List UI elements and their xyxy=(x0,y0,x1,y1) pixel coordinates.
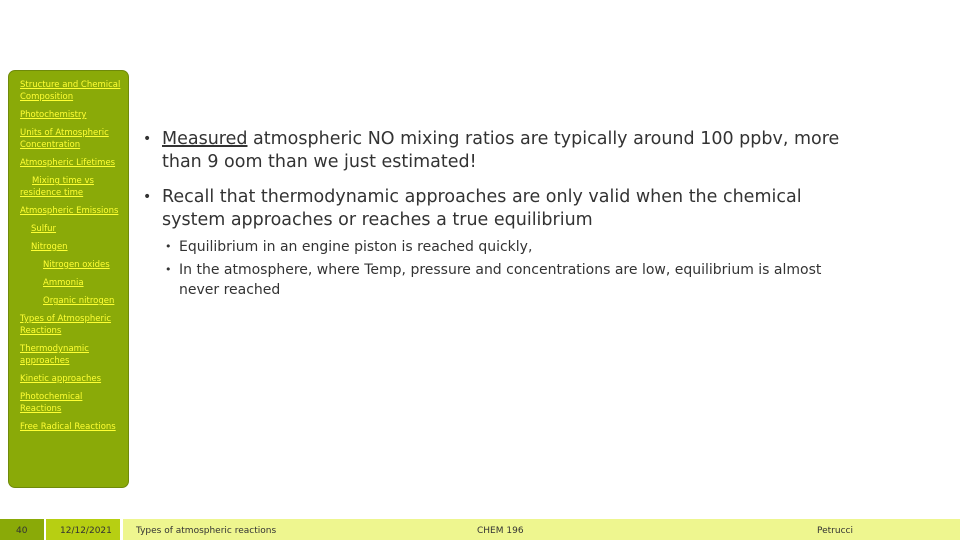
nav-link-mixing-time[interactable]: Mixing time vs residence time xyxy=(20,176,94,198)
nav-link-kinetic[interactable]: Kinetic approaches xyxy=(20,374,102,384)
nav-link-units[interactable]: Units of Atmospheric Concentration xyxy=(20,128,109,150)
nav-link-structure[interactable]: Structure and Chemical Composition xyxy=(20,80,121,102)
bullet-icon: • xyxy=(165,240,172,253)
nav-link-photochemical[interactable]: Photochemical Reactions xyxy=(20,392,83,414)
bullet-text: atmospheric NO mixing ratios are typically around 100 ppbv, more than 9 oom than we just estimated! xyxy=(162,129,840,172)
footer-author: Petrucci xyxy=(817,526,853,536)
nav-link-photochemistry[interactable]: Photochemistry xyxy=(20,110,87,120)
nav-link-ammonia[interactable]: Ammonia xyxy=(43,278,84,288)
page-number: 40 xyxy=(16,526,28,536)
underlined-word: Measured xyxy=(162,129,248,149)
bullet-measured-no xyxy=(143,128,863,174)
footer-title: Types of atmospheric reactions xyxy=(136,526,277,536)
sub-bullet-engine xyxy=(143,237,863,257)
section-navigation xyxy=(8,70,129,488)
bullet-text: Recall that thermodynamic approaches are only valid when the chemical system approaches or reaches a true equilibrium xyxy=(162,187,802,230)
slide-footer xyxy=(0,519,960,540)
nav-link-lifetimes[interactable]: Atmospheric Lifetimes xyxy=(20,158,116,168)
bullet-icon: • xyxy=(143,131,152,147)
nav-link-sulfur[interactable]: Sulfur xyxy=(31,224,57,234)
bullet-icon: • xyxy=(143,189,152,205)
bullet-recall-thermo xyxy=(143,186,863,232)
nav-link-organic-nitrogen[interactable]: Organic nitrogen xyxy=(43,296,115,306)
footer-course: CHEM 196 xyxy=(477,526,524,536)
nav-link-free-radical[interactable]: Free Radical Reactions xyxy=(20,422,116,432)
nav-link-nitrogen[interactable]: Nitrogen xyxy=(31,242,68,252)
nav-link-emissions[interactable]: Atmospheric Emissions xyxy=(20,206,119,216)
sub-bullet-text: Equilibrium in an engine piston is reached quickly, xyxy=(179,239,533,255)
slide-content xyxy=(143,128,863,304)
nav-link-reaction-types[interactable]: Types of Atmospheric Reactions xyxy=(20,314,111,336)
sub-bullet-text: In the atmosphere, where Temp, pressure and concentrations are low, equilibrium is almost never reached xyxy=(179,262,822,298)
sub-bullet-atmosphere xyxy=(143,260,863,300)
nav-link-nitrogen-oxides[interactable]: Nitrogen oxides xyxy=(43,260,110,270)
nav-link-thermodynamic[interactable]: Thermodynamic approaches xyxy=(20,344,89,366)
bullet-icon: • xyxy=(165,263,172,276)
footer-date: 12/12/2021 xyxy=(60,526,112,536)
